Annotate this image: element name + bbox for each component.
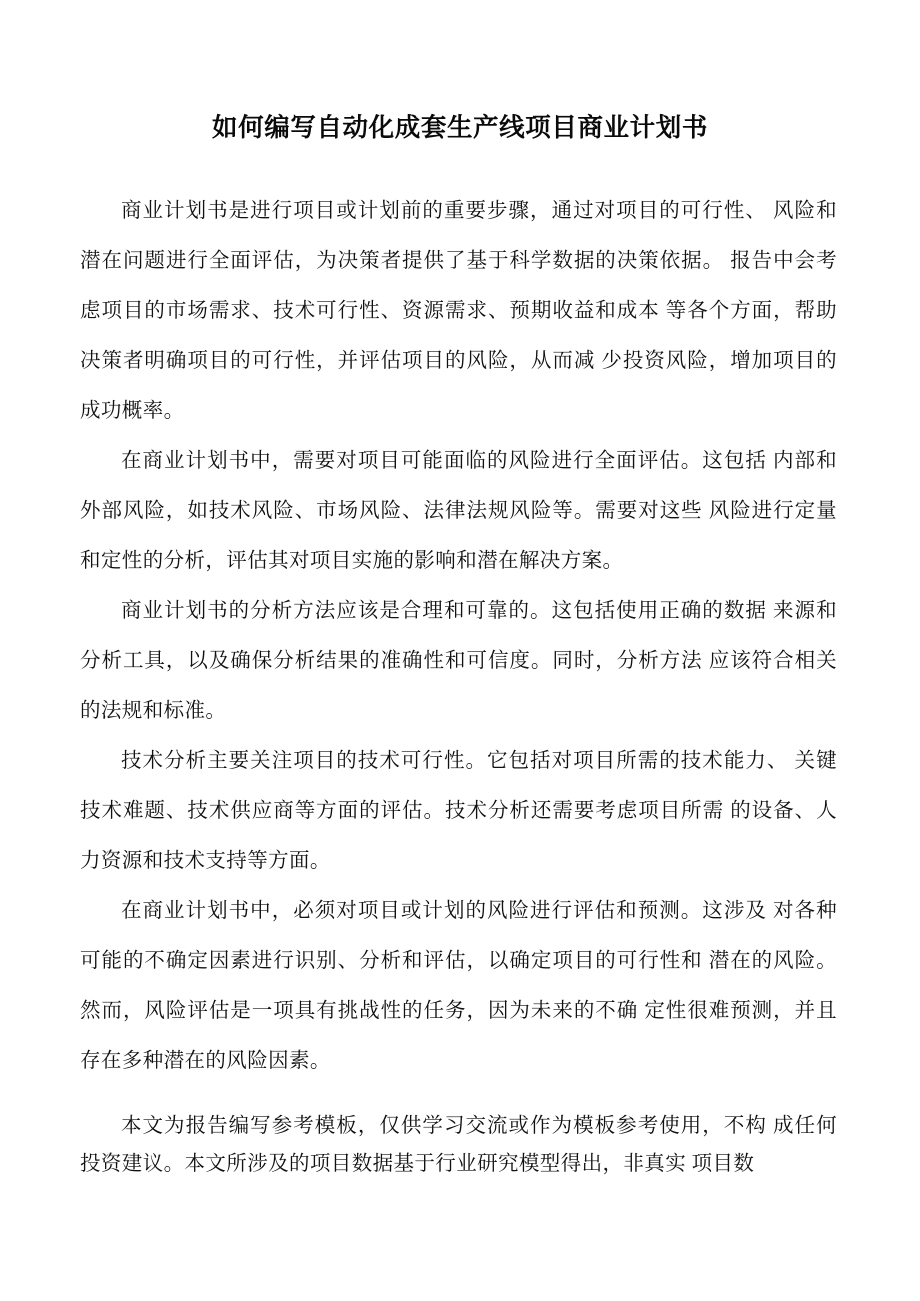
disclaimer-paragraph: 本文为报告编写参考模板，仅供学习交流或作为模板参考使用，不构 成任何投资建议。本文所涉及的项目数据基于行业研究模型得出，非真实 项目数 bbox=[80, 1115, 837, 1175]
paragraph: 在商业计划书中，需要对项目可能面临的风险进行全面评估。这包括 内部和外部风险，如技术风险、市场风险、法律法规风险等。需要对这些 风险进行定量和定性的分析，评估其对项目实施的影响和潜在解决方案。 bbox=[80, 450, 837, 572]
page-title: 如何编写自动化成套生产线项目商业计划书 bbox=[212, 114, 708, 142]
paragraph: 商业计划书是进行项目或计划前的重要步骤，通过对项目的可行性、 风险和潜在问题进行全面评估，为决策者提供了基于科学数据的决策依据。 报告中会考虑项目的市场需求、技术可行性、资源需求、预期收益和成本 等各个方面，帮助决策者明确项目的可行性，并评估项目的风险，从而减 少投资风险，增加项目的成功概率。 bbox=[80, 200, 837, 422]
paragraph: 商业计划书的分析方法应该是合理和可靠的。这包括使用正确的数据 来源和分析工具，以及确保分析结果的准确性和可信度。同时，分析方法 应该符合相关的法规和标准。 bbox=[80, 600, 837, 722]
document-body bbox=[80, 186, 837, 1183]
paragraph: 技术分析主要关注项目的技术可行性。它包括对项目所需的技术能力、 关键技术难题、技术供应商等方面的评估。技术分析还需要考虑项目所需 的设备、人力资源和技术支持等方面。 bbox=[80, 750, 837, 872]
paragraph: 在商业计划书中，必须对项目或计划的风险进行评估和预测。这涉及 对各种可能的不确定因素进行识别、分析和评估，以确定项目的可行性和 潜在的风险。然而，风险评估是一项具有挑战性的任务，因为未来的不确 定性很难预测，并且存在多种潜在的风险因素。 bbox=[80, 900, 837, 1072]
